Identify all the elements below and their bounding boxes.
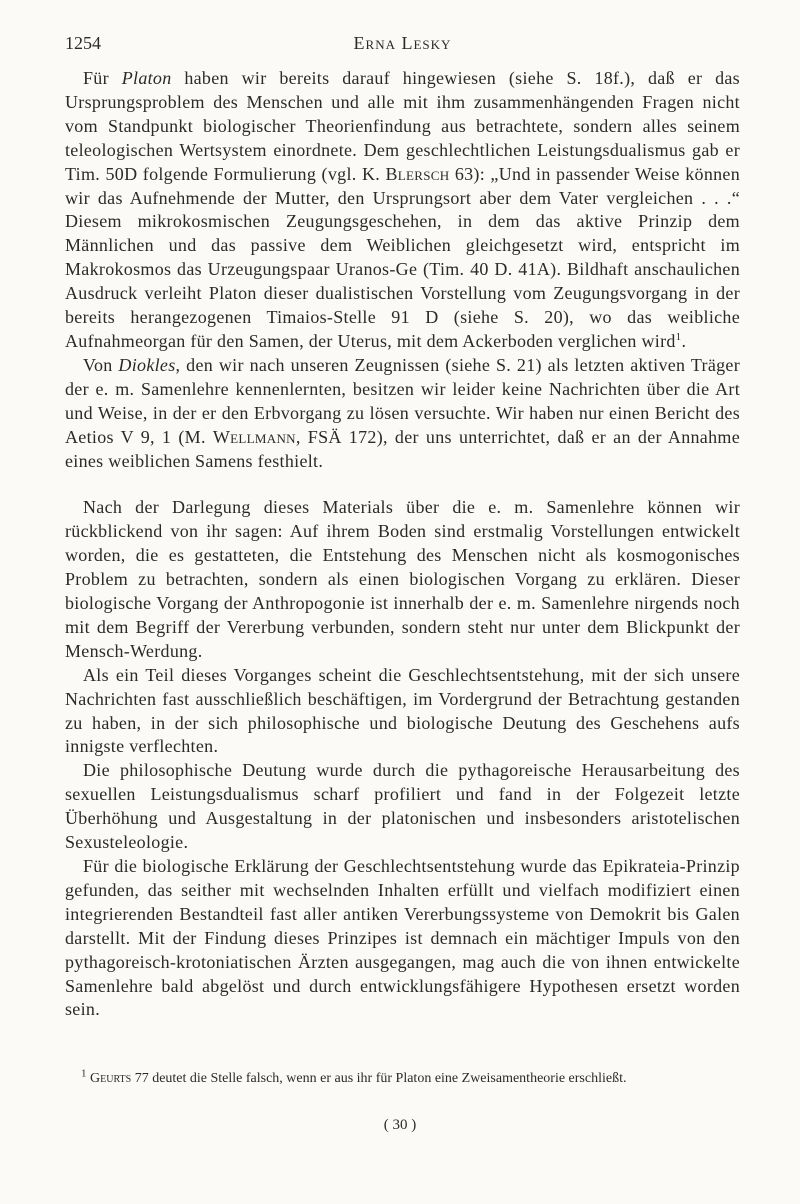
header-author: Erna Lesky xyxy=(353,33,452,53)
text-run: Nach der Darlegung dieses Materials über die e. m. Samenlehre können wir rückblickend von ihr sagen: Auf ihrem Boden sind erstmalig Vorstellungen entwickelt worden, die es gestatteten, die Entstehung des Menschen nicht als kosmogonisches Problem zu betrachten, sondern als einen biologischen Vorgang zu erklären. Dieser biologische Vorgang der Anthropogonie ist innerhalb der e. m. Samenlehre nirgends noch mit dem Begriff der Vererbung verbunden, sondern steht nur unter dem Blickpunkt der Mensch-Werdung. xyxy=(65,497,740,661)
text-run: Die philosophische Deutung wurde durch die pythagoreische Herausarbeitung des sexuellen Leistungsdualismus scharf profiliert und fand in der Folgezeit letzte Überhöhung und Ausgestaltung in der platonischen und insbesonders aristotelischen Sexusteleologie. xyxy=(65,760,740,853)
paragraph xyxy=(65,354,740,474)
paragraph xyxy=(65,855,740,1022)
footnote-marker: 1 xyxy=(675,330,682,343)
footnote xyxy=(65,1069,740,1088)
text-run: 63): „Und in passender Weise können wir das Aufnehmende der Mutter, den Ursprungsort aber dem Vater vergleichen . . .“ Diesem mikrokosmischen Zeugungsgeschehen, in dem das aktive Prinzip dem Männlichen und das passive dem Weiblichen gleichgesetzt wird, entspricht im Makrokosmos das Urzeugungspaar Uranos-Ge (Tim. 40 D. 41A). Bildhaft anschaulichen Ausdruck verleiht Platon dieser dualistischen Vorstellung vom Zeugungsvorgang in der bereits herangezogenen Timaios-Stelle 91 D (siehe S. 20), wo das weibliche Aufnahmeorgan für den Samen, der Uterus, mit dem Ackerboden verglichen wird xyxy=(65,163,741,351)
text-run: Von xyxy=(83,354,119,375)
paragraph xyxy=(65,759,740,855)
text-run: , FSÄ 172), der uns unterrichtet, daß er an der Annahme eines weiblichen Samens festhielt. xyxy=(65,426,740,471)
italic-name: Platon xyxy=(121,68,172,88)
author-name: Wellmann xyxy=(212,426,296,447)
header-page-number: 1254 xyxy=(65,33,101,53)
running-header xyxy=(65,33,740,63)
text-run: Für die biologische Erklärung der Geschlechtsentstehung wurde das Epikrateia-Prinzip gefunden, das seither mit wechselnden Inhalten erfüllt und vielfach modifiziert einen integrierenden Bestandteil fast aller antiken Vererbungssysteme von Demokrit bis Galen darstellt. Mit der Findung dieses Prinzipes ist demnach ein mächtiger Impuls von den pythagoreisch-krotoniatischen Ärzten ausgegangen, mag auch die von ihnen entwickelte Samenlehre bald abgelöst und durch entwicklungsfähigere Hypothesen ersetzt worden sein. xyxy=(65,856,740,1020)
author-name: Geurts xyxy=(90,1071,132,1086)
page-marker: ( 30 ) xyxy=(383,1117,417,1133)
footnote-marker: 1 xyxy=(81,1067,87,1080)
text-run: haben wir bereits darauf hingewiesen (siehe S. 18f.), daß er das Ursprungsproblem des Menschen und alle mit ihm zusammenhängenden Fragen nicht vom Standpunkt biologischer Theorienfindung aus betrachtete, sondern alles seinem teleologischen Wertsystem einordnete. Dem geschlechtlichen Leistungsdualismus gab er Tim. 50D folgende Formulierung (vgl. K. xyxy=(65,68,740,184)
body-text xyxy=(65,67,740,1022)
text-run: . xyxy=(681,330,687,351)
paragraph xyxy=(65,496,740,663)
paragraph xyxy=(65,664,740,760)
text-run: Für xyxy=(83,68,122,88)
text-run: Als ein Teil dieses Vorganges scheint die Geschlechtsentstehung, mit der sich unsere Nachrichten fast ausschließlich beschäftigen, im Vordergrund der Betrachtung gestanden zu haben, in der sich philosophische und biologische Deutung des Geschehens aufs innigste verflechten. xyxy=(65,664,740,757)
italic-name: Diokles xyxy=(118,354,176,375)
text-run: , den wir nach unseren Zeugnissen (siehe S. 21) als letzten aktiven Träger der e. m. Samenlehre kennenlernten, besitzen wir leider keine Nachrichten über die Art und Weise, in der er den Erbvorgang zu lösen versuchte. Wir haben nur einen Bericht des Aetios V 9, 1 (M. xyxy=(65,354,740,447)
paragraph xyxy=(65,67,740,354)
text-run: 77 deutet die Stelle falsch, wenn er aus ihr für Platon eine Zweisamentheorie erschließt. xyxy=(131,1071,627,1086)
author-name: Blersch xyxy=(385,163,450,184)
